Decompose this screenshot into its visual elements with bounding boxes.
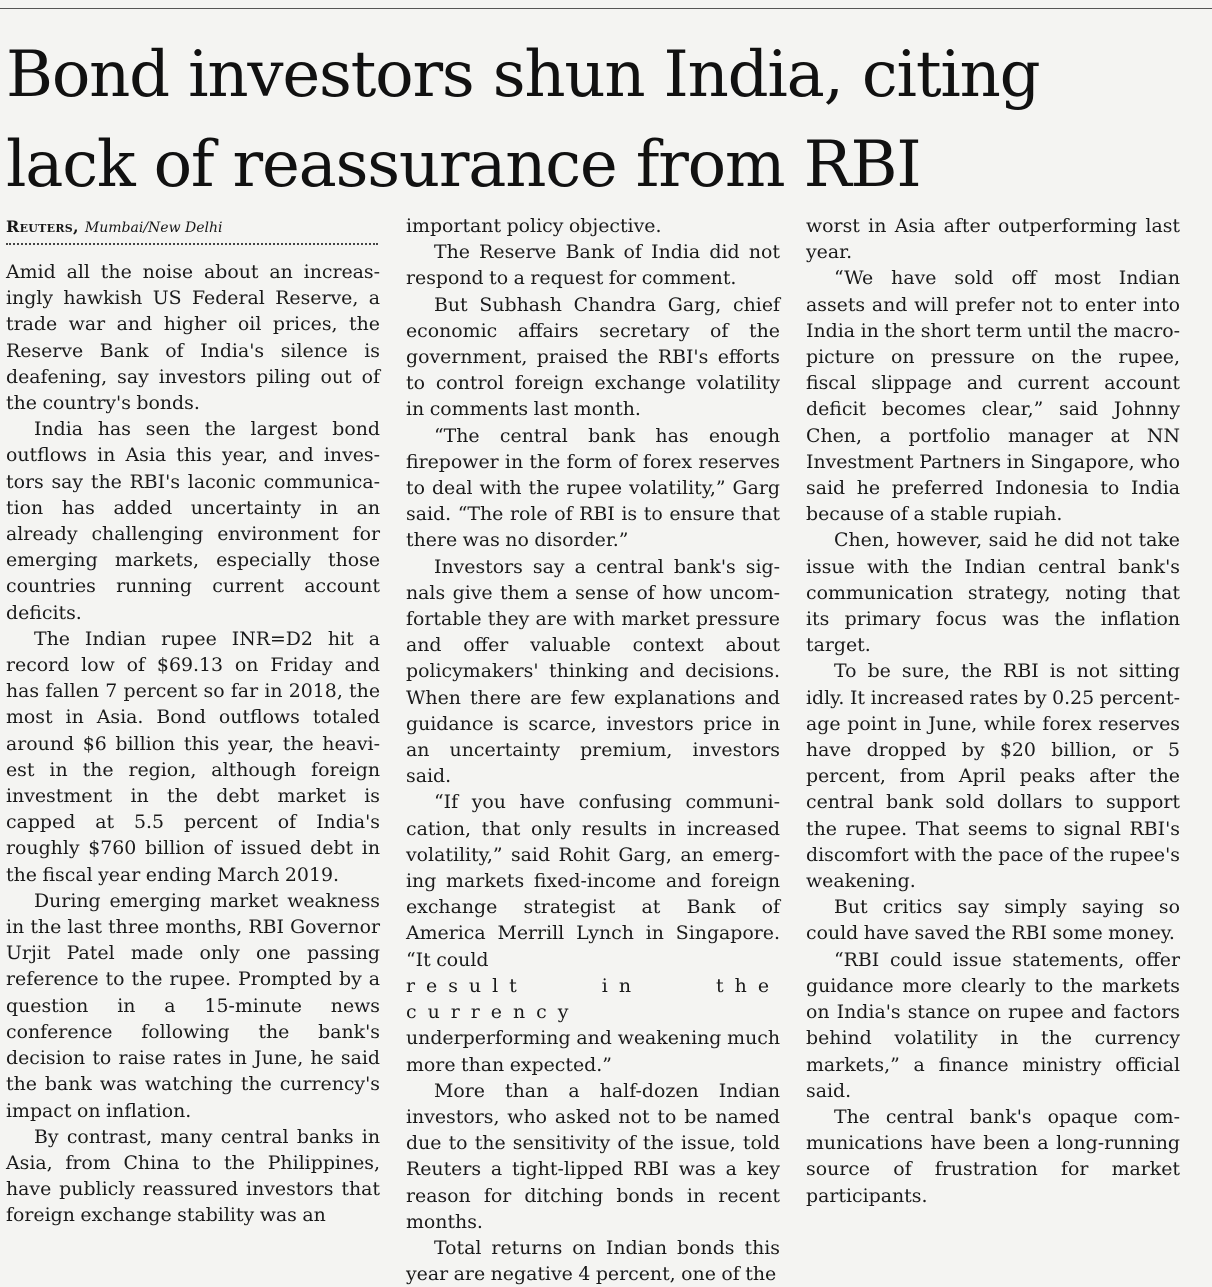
paragraph: By contrast, many central banks in Asia, from China to the Philippines, have publicly reassured investors that foreign exchange stability was an bbox=[6, 1125, 380, 1227]
byline bbox=[6, 213, 380, 240]
column-3 bbox=[806, 213, 1180, 1243]
headline-line-2: lack of reassurance from RBI bbox=[6, 128, 921, 202]
top-rule bbox=[0, 8, 1212, 9]
paragraph: To be sure, the RBI is not sitting idly. It increased rates by 0.25 percentage point in June, while forex reserves have dropped by $20 billion, or 5 percent, from April peaks after the central bank sold dollars to support the rupee. That seems to signal RBI's discomfort with the pace of the rupee's weakening. bbox=[806, 660, 1180, 893]
paragraph: “The central bank has enough firepower in the form of forex reserves to deal with the rupee volatility,” Garg said. “The role of RBI is to ensure that there was no disorder.” bbox=[406, 424, 780, 552]
byline-agency: Reuters, bbox=[6, 217, 79, 236]
paragraph-spaced-line: result in the currency bbox=[406, 974, 780, 1024]
paragraph: But critics say simply saying so could have saved the RBI some money. bbox=[806, 896, 1180, 945]
paragraph: worst in Asia after outperforming last year. bbox=[806, 215, 1180, 264]
paragraph: India has seen the largest bond outflows in Asia this year, and investors say the RBI's laconic communication has added uncertainty in an already challenging environment for emerging markets, especially those countries running current account deficits. bbox=[6, 418, 380, 624]
paragraph: But Subhash Chandra Garg, chief economic affairs secretary of the government, praised the RBI's efforts to control foreign exchange volatility in comments last month. bbox=[406, 293, 780, 421]
paragraph: More than a half-dozen Indian investors, who asked not to be named due to the sensitivity of the issue, told Reuters a tight-lipped RBI was a key reason for ditching bonds in recent months. bbox=[406, 1079, 780, 1233]
paragraph: “We have sold off most Indian assets and will prefer not to enter into India in the short term until the macro-picture on pressure on the rupee, fiscal slippage and current account deficit becomes clear,” said Johnny Chen, a portfolio manager at NN Investment Partners in Singapore, who said he preferred Indonesia to India because of a stable rupiah. bbox=[806, 267, 1180, 526]
column-1 bbox=[6, 213, 380, 1243]
paragraph: Total returns on Indian bonds this year are negative 4 percent, one of the bbox=[406, 1236, 780, 1286]
column-2 bbox=[406, 213, 780, 1286]
paragraph: “RBI could issue statements, offer guidance more clearly to the markets on India's stance on rupee and factors behind volatility in the currency markets,” a finance ministry official said. bbox=[806, 948, 1180, 1102]
byline-dateline: Mumbai/New Delhi bbox=[84, 220, 223, 236]
paragraph: important policy objective. bbox=[406, 215, 662, 237]
paragraph: The central bank's opaque communications have been a long-running source of frustration for market participants. bbox=[806, 1105, 1180, 1207]
paragraph: The Reserve Bank of India did not respond to a request for comment. bbox=[406, 241, 780, 290]
byline-dotted-rule bbox=[6, 243, 378, 245]
headline bbox=[6, 30, 1206, 210]
paragraph: Investors say a central bank's signals give them a sense of how uncomfortable they are with market pressure and offer valuable context about policymakers' thinking and decisions. When there are few explanations and guidance is scarce, investors price in an uncertainty premium, investors said. bbox=[406, 555, 780, 788]
paragraph: The Indian rupee INR=D2 hit a record low of $69.13 on Friday and has fallen 7 percent so far in 2018, the most in Asia. Bond outflows totaled around $6 billion this year, the heaviest in the region, although foreign investment in the debt market is capped at 5.5 percent of India's roughly $760 billion of issued debt in the fiscal year ending March 2019. bbox=[6, 627, 380, 886]
paragraph: During emerging market weakness in the last three months, RBI Governor Urjit Patel made only one passing reference to the rupee. Prompted by a question in a 15-minute news conference following the bank's decision to raise rates in June, he said the bank was watching the currency's impact on inflation. bbox=[6, 889, 380, 1122]
headline-line-1: Bond investors shun India, citing bbox=[6, 38, 1040, 112]
paragraph: Chen, however, said he did not take issue with the Indian central bank's communication strategy, noting that its primary focus was the inflation target. bbox=[806, 529, 1180, 657]
paragraph: Amid all the noise about an increasingly hawkish US Federal Reserve, a trade war and higher oil prices, the Reserve Bank of India's silence is deafening, say investors piling out of the country's bonds. bbox=[6, 261, 380, 415]
paragraph: “If you have confusing communication, that only results in increased volatility,” said Rohit Garg, an emerging markets fixed-income and foreign exchange strategist at Bank of America Merrill Lynch in Singapore. “It could bbox=[406, 791, 780, 971]
paragraph: underperforming and weakening much more than expected.” bbox=[406, 1027, 780, 1076]
